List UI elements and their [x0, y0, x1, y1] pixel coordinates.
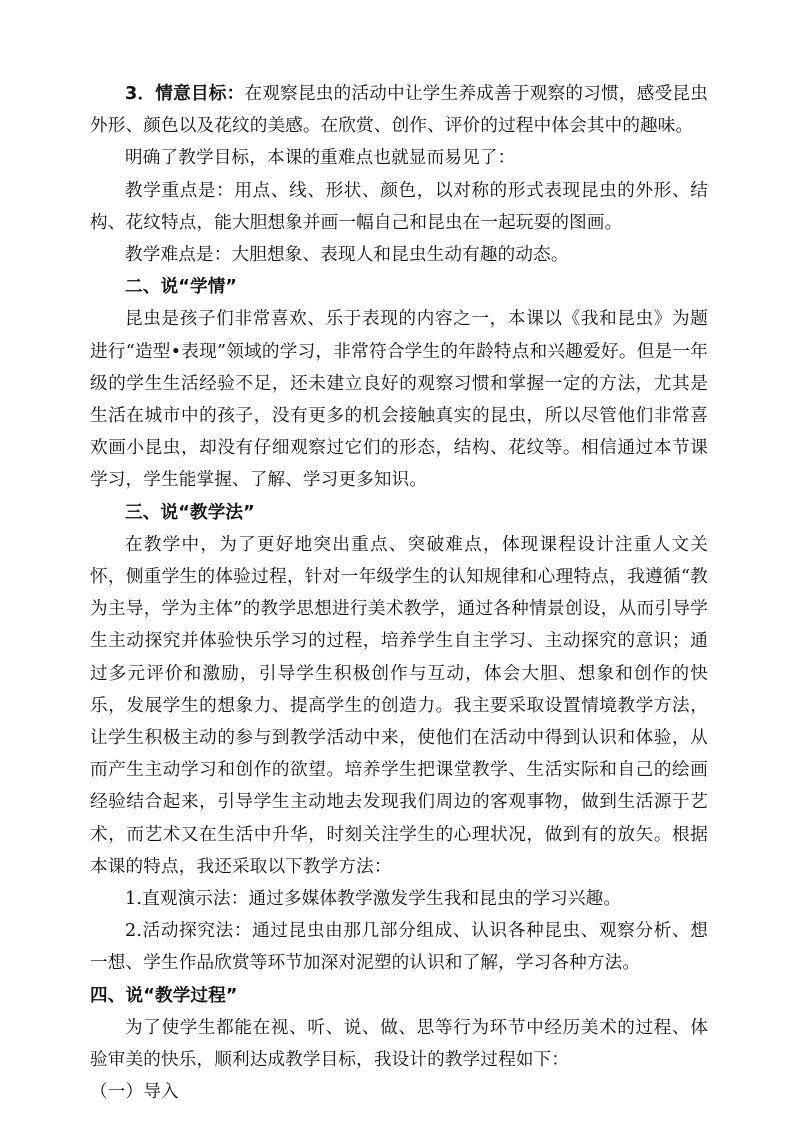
paragraph-student-analysis: 昆虫是孩子们非常喜欢、乐于表现的内容之一，本课以《我和昆虫》为题进行“造型•表现”领域的学习，非常符合学生的年龄特点和兴趣爱好。但是一年级的学生生活经验不足，还未建立良好的观察习惯和掌握一定的方法，尤其是生活在城市中的孩子，没有更多的机会接触真实的昆虫，所以尽管他们非常喜欢画小昆虫，却没有仔细观察过它们的形态，结构、花纹等。相信通过本节课学习，学生能掌握、了解、学习更多知识。	[90, 309, 708, 491]
affective-goal-lead: 3．情意目标：	[125, 84, 245, 104]
paragraph-key-points: 教学重点是：用点、线、形状、颜色，以对称的形式表现昆虫的外形、结构、花纹特点，能大胆想象并画一幅自己和昆虫在一起玩耍的图画。	[90, 180, 708, 233]
paragraph-affective-goal	[90, 78, 708, 142]
paragraph-difficulty: 教学难点是：大胆想象、表现人和昆虫生动有趣的动态。	[125, 245, 569, 266]
subsection-introduction: （一）导入	[90, 1082, 179, 1103]
section-heading-student-analysis: 二、说“学情”	[125, 277, 238, 298]
affective-goal-text: 在观察昆虫的活动中让学生养成善于观察的习惯，感受昆虫外形、颜色以及花纹的美感。在欣赏、创作、评价的过程中体会其中的趣味。	[90, 84, 708, 137]
paragraph-method-demonstration: 1.直观演示法：通过多媒体教学激发学生我和昆虫的学习兴趣。	[125, 889, 622, 910]
document-page	[90, 78, 708, 1109]
paragraph-teaching-process: 为了使学生都能在视、听、说、做、思等行为环节中经历美术的过程、体验审美的快乐，顺利达成教学目标，我设计的教学过程如下：	[90, 1017, 708, 1071]
section-heading-teaching-process: 四、说“教学过程”	[90, 985, 238, 1006]
section-heading-teaching-method: 三、说“教学法”	[125, 502, 255, 523]
paragraph-teaching-method: 在教学中，为了更好地突出重点、突破难点，体现课程设计注重人文关怀，侧重学生的体验过程，针对一年级学生的认知规律和心理特点，我遵循“教为主导，学为主体”的教学思想进行美术教学，通过各种情景创设，从而引导学生主动探究并体验快乐学习的过程，培养学生自主学习、主动探究的意识；通过多元评价和激励，引导学生积极创作与互动，体会大胆、想象和创作的快乐，发展学生的想象力、提高学生的创造力。我主要采取设置情境教学方法，让学生积极主动的参与到教学活动中来，使他们在活动中得到认识和体验，从而产生主动学习和创作的欲望。培养学生把课堂教学、生活实际和自己的绘画经验结合起来，引导学生主动地去发现我们周边的客观事物，做到生活源于艺术，而艺术又在生活中升华，时刻关注学生的心理状况，做到有的放矢。根据本课的特点，我还采取以下教学方法：	[90, 534, 708, 877]
paragraph-method-exploration: 2.活动探究法：通过昆虫由那几部分组成、认识各种昆虫、观察分析、想一想、学生作品欣赏等环节加深对泥塑的认识和了解，学习各种方法。	[90, 921, 708, 974]
paragraph-transition: 明确了教学目标，本课的重难点也就显而易见了：	[125, 148, 516, 169]
